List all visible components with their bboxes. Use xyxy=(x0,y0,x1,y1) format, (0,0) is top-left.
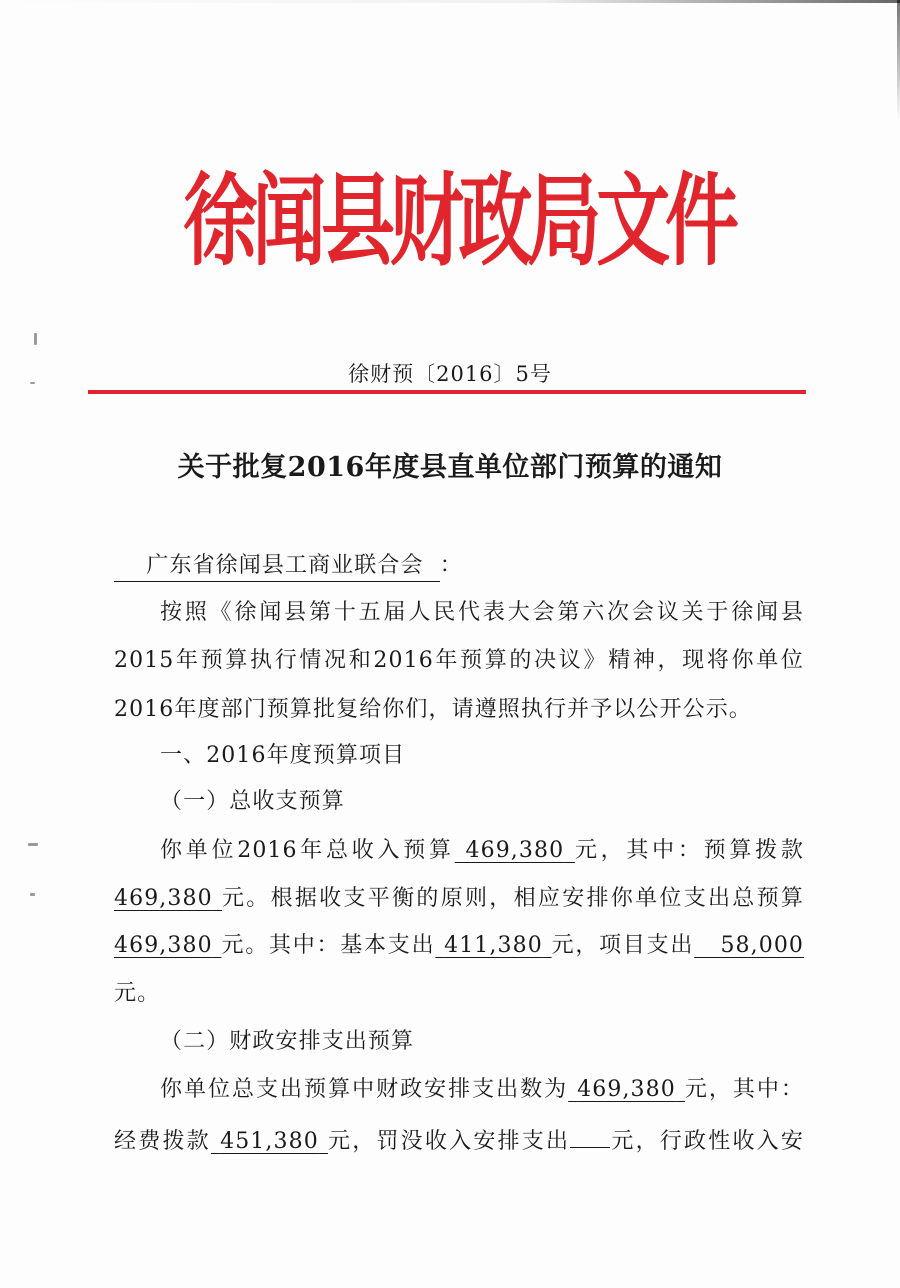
scan-speck xyxy=(30,893,35,896)
fiscal-expenditure-value: 469,380 xyxy=(577,1077,676,1102)
p2-text-a: 你单位2016年总收入预算 xyxy=(160,838,455,863)
p3-text-b: 元，其中： xyxy=(684,1077,804,1102)
budget-allocation-value: 469,380 xyxy=(114,886,213,911)
basic-expenditure-value: 411,380 xyxy=(444,933,543,958)
confiscation-blank-field xyxy=(570,1121,610,1148)
recipient-colon: ： xyxy=(439,553,463,578)
paragraph3-line2 xyxy=(114,1121,804,1157)
paragraph2-line1 xyxy=(114,833,804,869)
p3-text-a: 你单位总支出预算中财政安排支出数为 xyxy=(160,1077,569,1102)
scan-shadow-top xyxy=(0,0,900,3)
funding-allocation-value: 451,380 xyxy=(220,1129,319,1154)
recipient-line xyxy=(114,548,804,584)
paragraph1-line2: 2015年预算执行情况和2016年预算的决议》精神，现将你单位 xyxy=(114,648,804,673)
subsection2-heading: （二）财政安排支出预算 xyxy=(160,1029,415,1054)
p3-text-e: 元，行政性收入安 xyxy=(610,1129,804,1154)
total-income-value: 469,380 xyxy=(465,838,565,863)
total-expenditure-value: 469,380 xyxy=(114,933,213,958)
issuer-header-title: 徐闻县财政局文件 xyxy=(183,162,734,280)
paragraph2-line2 xyxy=(114,881,804,917)
project-expenditure-value: 58,000 xyxy=(720,933,804,958)
p3-text-c: 经费拨款 xyxy=(114,1129,211,1154)
p2-text-d: 元。其中：基本支出 xyxy=(221,933,436,958)
paragraph2-line3 xyxy=(114,928,804,964)
recipient-name: 广东省徐闻县工商业联合会 xyxy=(114,551,440,582)
p2-text-b: 元，其中：预算拨款 xyxy=(574,838,804,863)
p3-text-d: 元，罚没收入安排支出 xyxy=(328,1129,571,1154)
notice-title: 关于批复2016年度县直单位部门预算的通知 xyxy=(177,452,723,483)
document-number: 徐财预〔2016〕5号 xyxy=(348,362,552,386)
paragraph1-line1: 按照《徐闻县第十五届人民代表大会第六次会议关于徐闻县 xyxy=(160,600,804,625)
scan-speck xyxy=(28,843,38,846)
header-red-rule xyxy=(88,390,806,394)
paragraph3-line1 xyxy=(114,1072,804,1108)
paragraph2-line4: 元。 xyxy=(114,981,161,1006)
section1-heading: 一、2016年度预算项目 xyxy=(160,743,406,768)
scan-speck xyxy=(34,333,37,345)
subsection1-heading: （一）总收支预算 xyxy=(160,789,345,814)
p2-text-c: 元。根据收支平衡的原则，相应安排你单位支出总预算 xyxy=(221,886,804,911)
paragraph1-line3: 2016年度部门预算批复给你们，请遵照执行并予以公开公示。 xyxy=(114,697,752,722)
p2-text-e: 元，项目支出 xyxy=(551,933,695,958)
